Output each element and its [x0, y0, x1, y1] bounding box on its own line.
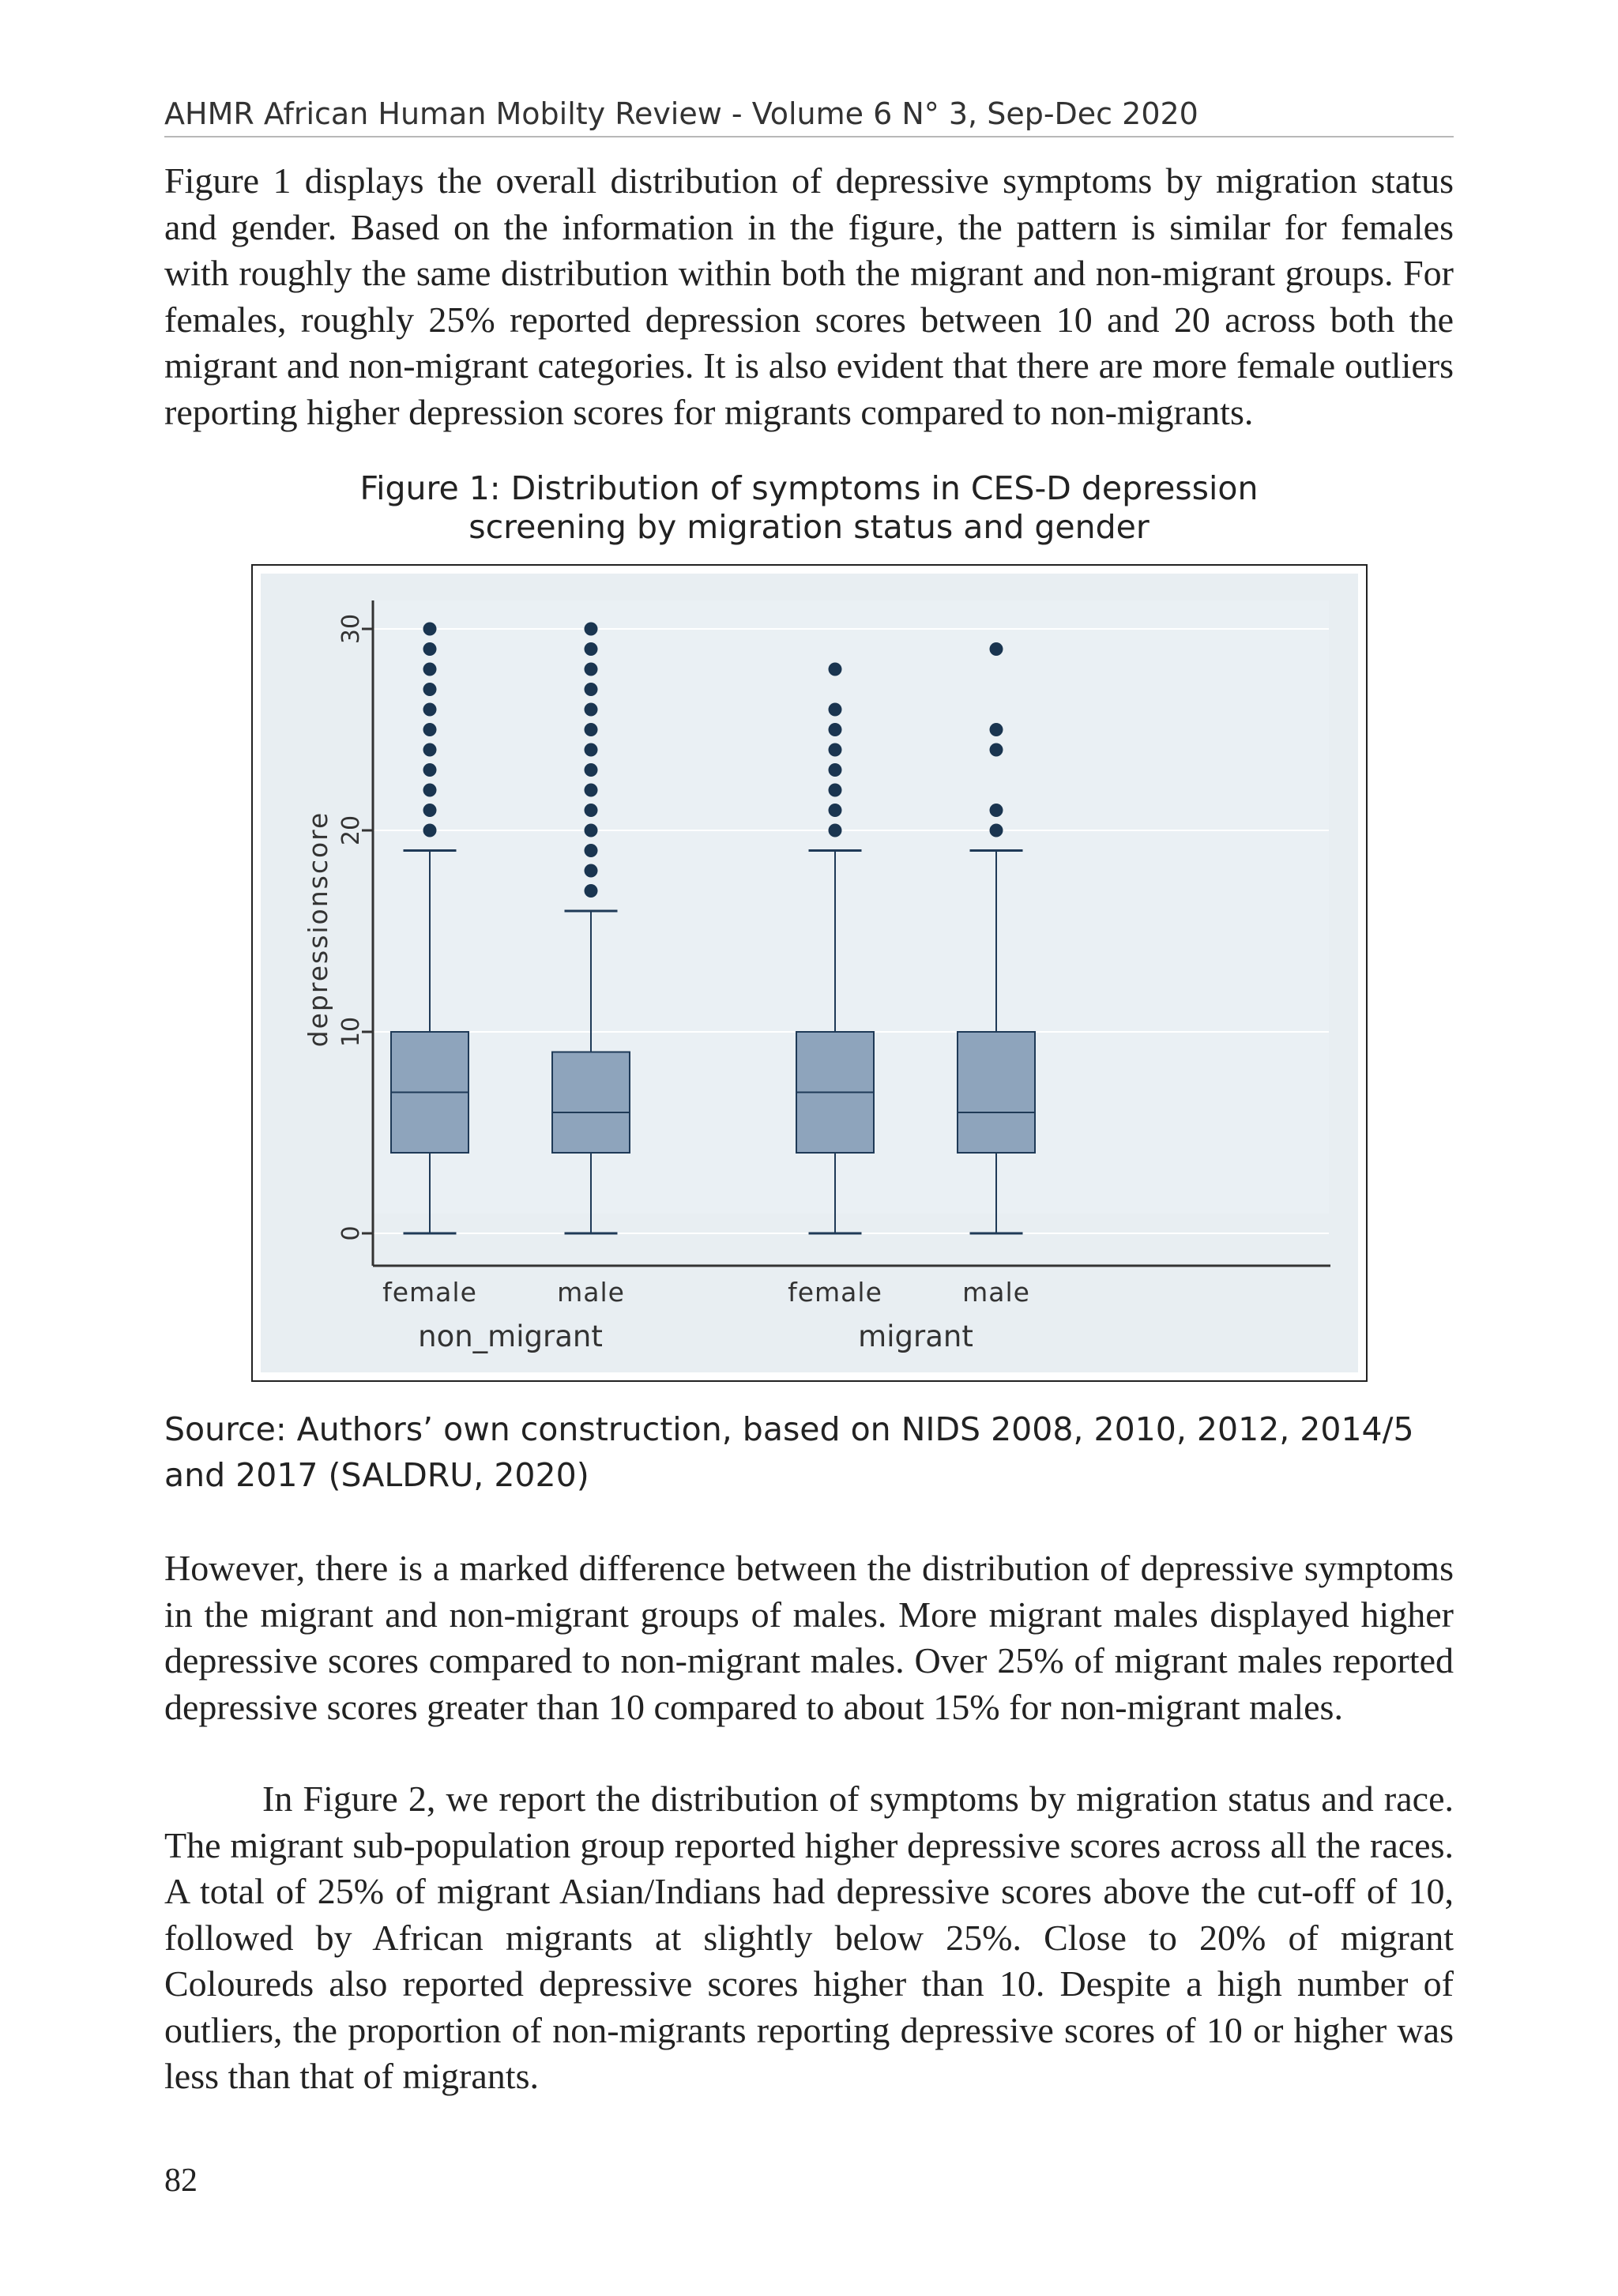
outlier-point: [585, 784, 598, 797]
outlier-point: [585, 763, 598, 777]
outlier-point: [423, 623, 437, 636]
outlier-point: [990, 642, 1003, 656]
outlier-point: [585, 683, 598, 696]
outlier-point: [423, 642, 437, 656]
y-axis-title: depressionscore: [303, 811, 333, 1048]
figure-caption: [316, 469, 1302, 547]
outlier-point: [423, 804, 437, 817]
outlier-point: [423, 743, 437, 757]
x-category-label: male: [557, 1277, 625, 1308]
figure-caption-line-2: screening by migration status and gender: [468, 508, 1150, 546]
x-category-label: male: [962, 1277, 1030, 1308]
x-category-label: female: [788, 1277, 882, 1308]
y-tick-label-10: 10: [337, 1016, 365, 1048]
outlier-point: [829, 784, 842, 797]
outlier-point: [423, 723, 437, 736]
outlier-point: [585, 642, 598, 656]
outlier-point: [585, 663, 598, 676]
outlier-point: [829, 763, 842, 777]
iqr-box: [958, 1032, 1035, 1153]
outlier-point: [990, 804, 1003, 817]
outlier-point: [585, 864, 598, 878]
outlier-point: [585, 723, 598, 736]
outlier-point: [585, 824, 598, 837]
outlier-point: [423, 824, 437, 837]
outlier-point: [423, 703, 437, 717]
paragraph-males: However, there is a marked difference between the distribution of depressive symptoms in the migrant and non-migrant groups of males. More migrant males displayed higher depressive scores compared to non-migrant males. Over 25% of migrant males reported depressive scores greater than 10 compared to about 15% for non-migrant males.: [164, 1548, 1454, 1727]
paragraph-figure2: In Figure 2, we report the distribution of symptoms by migration status and race. The migrant sub-population group reported higher depressive scores across all the races. A total of 25% of migrant Asian/Indians had depressive scores above the cut-off of 10, followed by African migrants at slightly below 25%. Close to 20% of migrant Coloureds also reported depressive scores higher than 10. Despite a high number of outliers, the proportion of non-migrants reporting depressive scores of 10 or higher was less than that of migrants.: [164, 1778, 1454, 2096]
outlier-point: [829, 723, 842, 736]
page-number: 82: [164, 2162, 198, 2199]
outlier-point: [423, 784, 437, 797]
figure-caption-line-1: Figure 1: Distribution of symptoms in CES-D depression: [359, 469, 1259, 507]
outlier-point: [585, 743, 598, 757]
outlier-point: [829, 663, 842, 676]
boxplot-chart: [261, 574, 1358, 1372]
outlier-point: [423, 763, 437, 777]
y-tick-label-0: 0: [337, 1225, 365, 1241]
outlier-point: [585, 844, 598, 857]
paragraph-intro: Figure 1 displays the overall distribution of depressive symptoms by migration status and gender. Based on the information in the figure, the pattern is similar for females with roughly the same distribution within both the migrant and non-migrant groups. For females, roughly 25% reported depression scores between 10 and 20 across both the migrant and non-migrant categories. It is also evident that there are more female outliers reporting higher depression scores for migrants compared to non-migrants.: [164, 160, 1454, 432]
x-group-label-migrant: migrant: [858, 1319, 973, 1353]
x-category-label: female: [382, 1277, 477, 1308]
x-group-label-non_migrant: non_migrant: [418, 1319, 603, 1353]
outlier-point: [585, 804, 598, 817]
outlier-point: [829, 804, 842, 817]
running-head: AHMR African Human Mobilty Review - Volume 6 N° 3, Sep-Dec 2020: [164, 96, 1454, 137]
figure-frame: [251, 564, 1368, 1382]
outlier-point: [990, 723, 1003, 736]
y-tick-label-20: 20: [337, 815, 365, 846]
outlier-point: [990, 824, 1003, 837]
iqr-box: [552, 1052, 630, 1154]
outlier-point: [829, 824, 842, 837]
outlier-point: [585, 623, 598, 636]
outlier-point: [829, 703, 842, 717]
outlier-point: [423, 663, 437, 676]
outlier-point: [990, 743, 1003, 757]
outlier-point: [585, 703, 598, 717]
outlier-point: [829, 743, 842, 757]
outlier-point: [585, 884, 598, 898]
y-tick-label-30: 30: [337, 613, 365, 645]
figure-source-note: Source: Authors’ own construction, based on NIDS 2008, 2010, 2012, 2014/5 and 2017 (SALDRU, 2020): [164, 1410, 1414, 1494]
outlier-point: [423, 683, 437, 696]
